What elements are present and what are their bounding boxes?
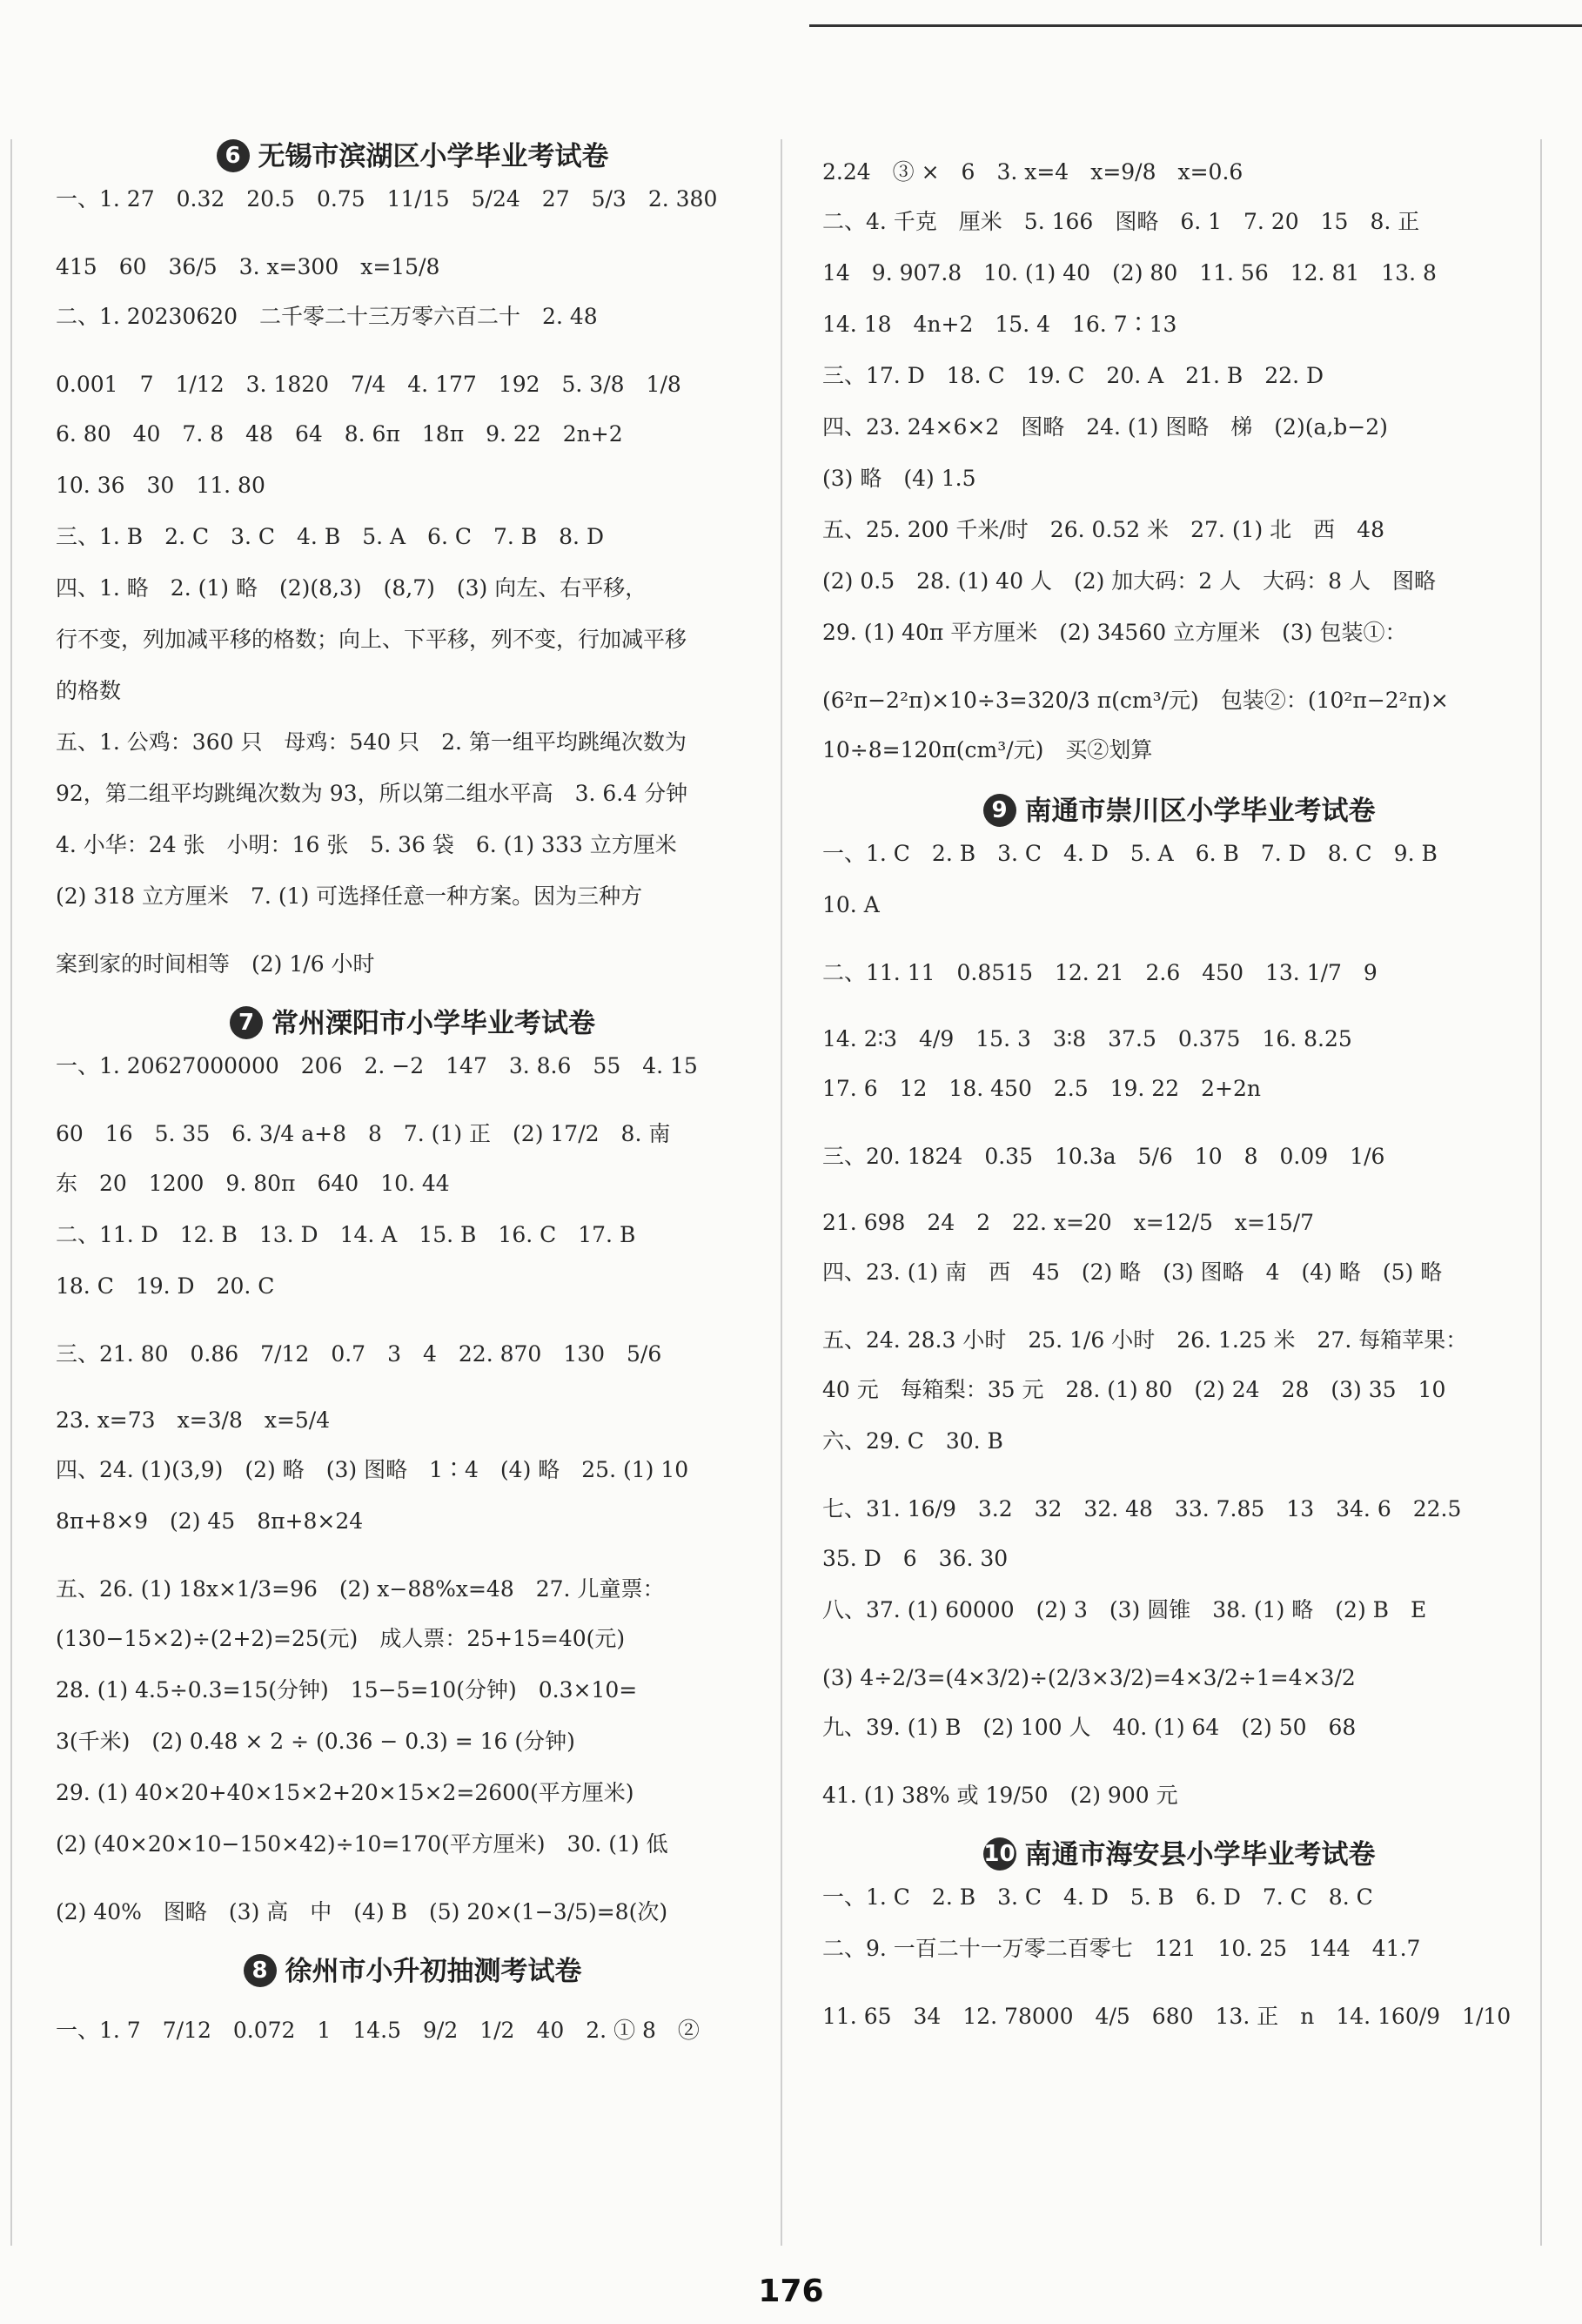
answer-line: 五、25. 200 千米/时 26. 0.52 米 27. (1) 北 西 48 xyxy=(822,517,1384,542)
answer-line: 14. 18 4n+2 15. 4 16. 7∶13 xyxy=(822,312,1177,337)
answer-line: 一、1. C 2. B 3. C 4. D 5. A 6. B 7. D 8. C 9. B xyxy=(822,841,1438,866)
center-divider xyxy=(781,139,782,2246)
answer-line: 二、1. 20230620 二千零二十三万零六百二十 2. 48 xyxy=(56,304,598,329)
answer-line: 三、20. 1824 0.35 10.3a 5/6 10 8 0.09 1/6 xyxy=(822,1144,1385,1169)
answer-line: 41. (1) 38% 或 19/50 (2) 900 元 xyxy=(822,1783,1178,1808)
answer-line: 28. (1) 4.5÷0.3=15(分钟) 15−5=10(分钟) 0.3×10= xyxy=(56,1677,638,1703)
answer-line: 4. 小华：24 张 小明：16 张 5. 36 袋 6. (1) 333 立方厘米 xyxy=(56,832,677,857)
answer-line: 17. 6 12 18. 450 2.5 19. 22 2+2n xyxy=(822,1076,1261,1101)
section-number-badge: 7 xyxy=(230,1006,263,1039)
section-title: 南通市海安县小学毕业考试卷 xyxy=(1024,1839,1376,1871)
answer-line: 二、4. 千克 厘米 5. 166 图略 6. 1 7. 20 15 8. 正 xyxy=(822,209,1420,234)
answer-line: 四、1. 略 2. (1) 略 (2)(8,3) (8,7) (3) 向左、右平移， xyxy=(56,575,647,601)
answer-line: 10. 36 30 11. 80 xyxy=(56,473,265,498)
answer-line: 92，第二组平均跳绳次数为 93，所以第二组水平高 3. 6.4 分钟 xyxy=(56,781,688,806)
answer-line: 六、29. C 30. B xyxy=(822,1428,1003,1454)
answer-line: 三、17. D 18. C 19. C 20. A 21. B 22. D xyxy=(822,363,1324,388)
answer-line: 11. 65 34 12. 78000 4/5 680 13. 正 n 14. 160/9 1/10 xyxy=(822,2004,1512,2029)
answer-line: 29. (1) 40×20+40×15×2+20×15×2=2600(平方厘米) xyxy=(56,1780,634,1805)
left-margin-rule xyxy=(10,139,12,2246)
answer-line: 二、11. 11 0.8515 12. 21 2.6 450 13. 1/7 9 xyxy=(822,960,1378,985)
section-title: 南通市崇川区小学毕业考试卷 xyxy=(1024,796,1376,827)
answer-line: 三、21. 80 0.86 7/12 0.7 3 4 22. 870 130 5/6 xyxy=(56,1341,662,1367)
answer-line: 一、1. 27 0.32 20.5 0.75 11/15 5/24 27 5/3 2. 380 xyxy=(56,186,718,212)
answer-line: 18. C 19. D 20. C xyxy=(56,1273,275,1299)
page-number: 176 xyxy=(758,2274,824,2309)
right-column xyxy=(822,139,1536,2050)
answer-line: 14. 2∶3 4/9 15. 3 3∶8 37.5 0.375 16. 8.25 xyxy=(822,1026,1352,1051)
answer-line: 东 20 1200 9. 80π 640 10. 44 xyxy=(56,1171,450,1196)
answer-line: 八、37. (1) 60000 (2) 3 (3) 圆锥 38. (1) 略 (2) B E xyxy=(822,1597,1427,1622)
answer-line: 二、11. D 12. B 13. D 14. A 15. B 16. C 17. B xyxy=(56,1222,636,1247)
top-rule xyxy=(809,24,1582,27)
answer-line: 案到家的时间相等 (2) 1/6 小时 xyxy=(56,951,375,977)
section-title: 常州溧阳市小学毕业考试卷 xyxy=(271,1008,595,1039)
answer-line: 九、39. (1) B (2) 100 人 40. (1) 64 (2) 50 68 xyxy=(822,1715,1357,1740)
answer-line: 10. A xyxy=(822,892,880,917)
answer-line: 29. (1) 40π 平方厘米 (2) 34560 立方厘米 (3) 包装①： xyxy=(822,620,1407,645)
answer-line: 一、1. C 2. B 3. C 4. D 5. B 6. D 7. C 8. C xyxy=(822,1884,1373,1910)
answer-line: 3(千米) (2) 0.48 × 2 ÷ (0.36 − 0.3) = 16 (分钟) xyxy=(56,1729,575,1754)
answer-line: (2) 40% 图略 (3) 高 中 (4) B (5) 20×(1−3/5)=8(次) xyxy=(56,1899,668,1924)
section-heading xyxy=(822,1829,1536,1881)
section-title: 无锡市滨湖区小学毕业考试卷 xyxy=(258,141,609,172)
right-margin-rule xyxy=(1540,139,1542,2246)
answer-line: 二、9. 一百二十一万零二百零七 121 10. 25 144 41.7 xyxy=(822,1936,1421,1961)
section-number-badge: 9 xyxy=(983,794,1016,827)
answer-line: 五、26. (1) 18x×1/3=96 (2) x−88%x=48 27. 儿童票： xyxy=(56,1576,665,1602)
section-heading xyxy=(56,131,769,183)
answer-line: 40 元 每箱梨：35 元 28. (1) 80 (2) 24 28 (3) 35 10 xyxy=(822,1377,1446,1402)
section-heading xyxy=(822,785,1536,837)
answer-line: 五、24. 28.3 小时 25. 1/6 小时 26. 1.25 米 27. 每箱苹果： xyxy=(822,1327,1468,1353)
answer-line: 三、1. B 2. C 3. C 4. B 5. A 6. C 7. B 8. D xyxy=(56,524,604,549)
answer-line: 四、23. 24×6×2 图略 24. (1) 图略 梯 (2)(a,b−2) xyxy=(822,414,1388,440)
answer-line: (2) 318 立方厘米 7. (1) 可选择任意一种方案。因为三种方 xyxy=(56,883,643,909)
answer-line: 60 16 5. 35 6. 3/4 a+8 8 7. (1) 正 (2) 17/2 8. 南 xyxy=(56,1121,671,1146)
answer-line: 2.24 ③ × 6 3. x=4 x=9/8 x=0.6 xyxy=(822,159,1243,185)
answer-line: 14 9. 907.8 10. (1) 40 (2) 80 11. 56 12. 81 13. 8 xyxy=(822,260,1437,285)
answer-line: (3) 略 (4) 1.5 xyxy=(822,466,976,491)
answer-line: (6²π−2²π)×10÷3=320/3 π(cm³/元) 包装②：(10²π−2²π)× xyxy=(822,688,1449,713)
section-heading xyxy=(56,1945,769,1998)
section-number-badge: 10 xyxy=(983,1837,1016,1871)
answer-line: 8π+8×9 (2) 45 8π+8×24 xyxy=(56,1508,364,1534)
section-number-badge: 6 xyxy=(217,139,250,172)
answer-line: 0.001 7 1/12 3. 1820 7/4 4. 177 192 5. 3/8 1/8 xyxy=(56,372,681,397)
answer-line: 6. 80 40 7. 8 48 64 8. 6π 18π 9. 22 2n+2 xyxy=(56,421,623,447)
section-title: 徐州市小升初抽测考试卷 xyxy=(285,1956,582,1987)
answer-line: (130−15×2)÷(2+2)=25(元) 成人票：25+15=40(元) xyxy=(56,1626,626,1651)
answer-line: 一、1. 7 7/12 0.072 1 14.5 9/2 1/2 40 2. ① 8 ② xyxy=(56,2018,700,2043)
answer-line: 415 60 36/5 3. x=300 x=15/8 xyxy=(56,254,440,279)
answer-line: (3) 4÷2/3=(4×3/2)÷(2/3×3/2)=4×3/2÷1=4×3/2 xyxy=(822,1665,1356,1690)
answer-line: (2) (40×20×10−150×42)÷10=170(平方厘米) 30. (1) 低 xyxy=(56,1831,668,1857)
left-column xyxy=(56,131,769,2064)
answer-line: 四、24. (1)(3,9) (2) 略 (3) 图略 1∶4 (4) 略 25. (1) 10 xyxy=(56,1457,689,1482)
answer-line: 的格数 xyxy=(56,678,122,703)
answer-line: 21. 698 24 2 22. x=20 x=12/5 x=15/7 xyxy=(822,1210,1315,1235)
answer-line: 35. D 6 36. 30 xyxy=(822,1546,1009,1571)
answer-line: 一、1. 20627000000 206 2. −2 147 3. 8.6 55 4. 15 xyxy=(56,1053,698,1078)
answer-line: 10÷8=120π(cm³/元) 买②划算 xyxy=(822,737,1153,762)
answer-line: 23. x=73 x=3/8 x=5/4 xyxy=(56,1407,331,1433)
answer-line: 行不变，列加减平移的格数；向上、下平移，列不变，行加减平移 xyxy=(56,627,687,652)
answer-line: (2) 0.5 28. (1) 40 人 (2) 加大码：2 人 大码：8 人 图略 xyxy=(822,568,1437,594)
answer-line: 七、31. 16/9 3.2 32 32. 48 33. 7.85 13 34. 6 22.5 xyxy=(822,1496,1462,1521)
answer-line: 四、23. (1) 南 西 45 (2) 略 (3) 图略 4 (4) 略 (5) 略 xyxy=(822,1259,1443,1285)
section-number-badge: 8 xyxy=(244,1954,277,1987)
section-heading xyxy=(56,997,769,1050)
answer-line: 五、1. 公鸡：360 只 母鸡：540 只 2. 第一组平均跳绳次数为 xyxy=(56,729,687,755)
